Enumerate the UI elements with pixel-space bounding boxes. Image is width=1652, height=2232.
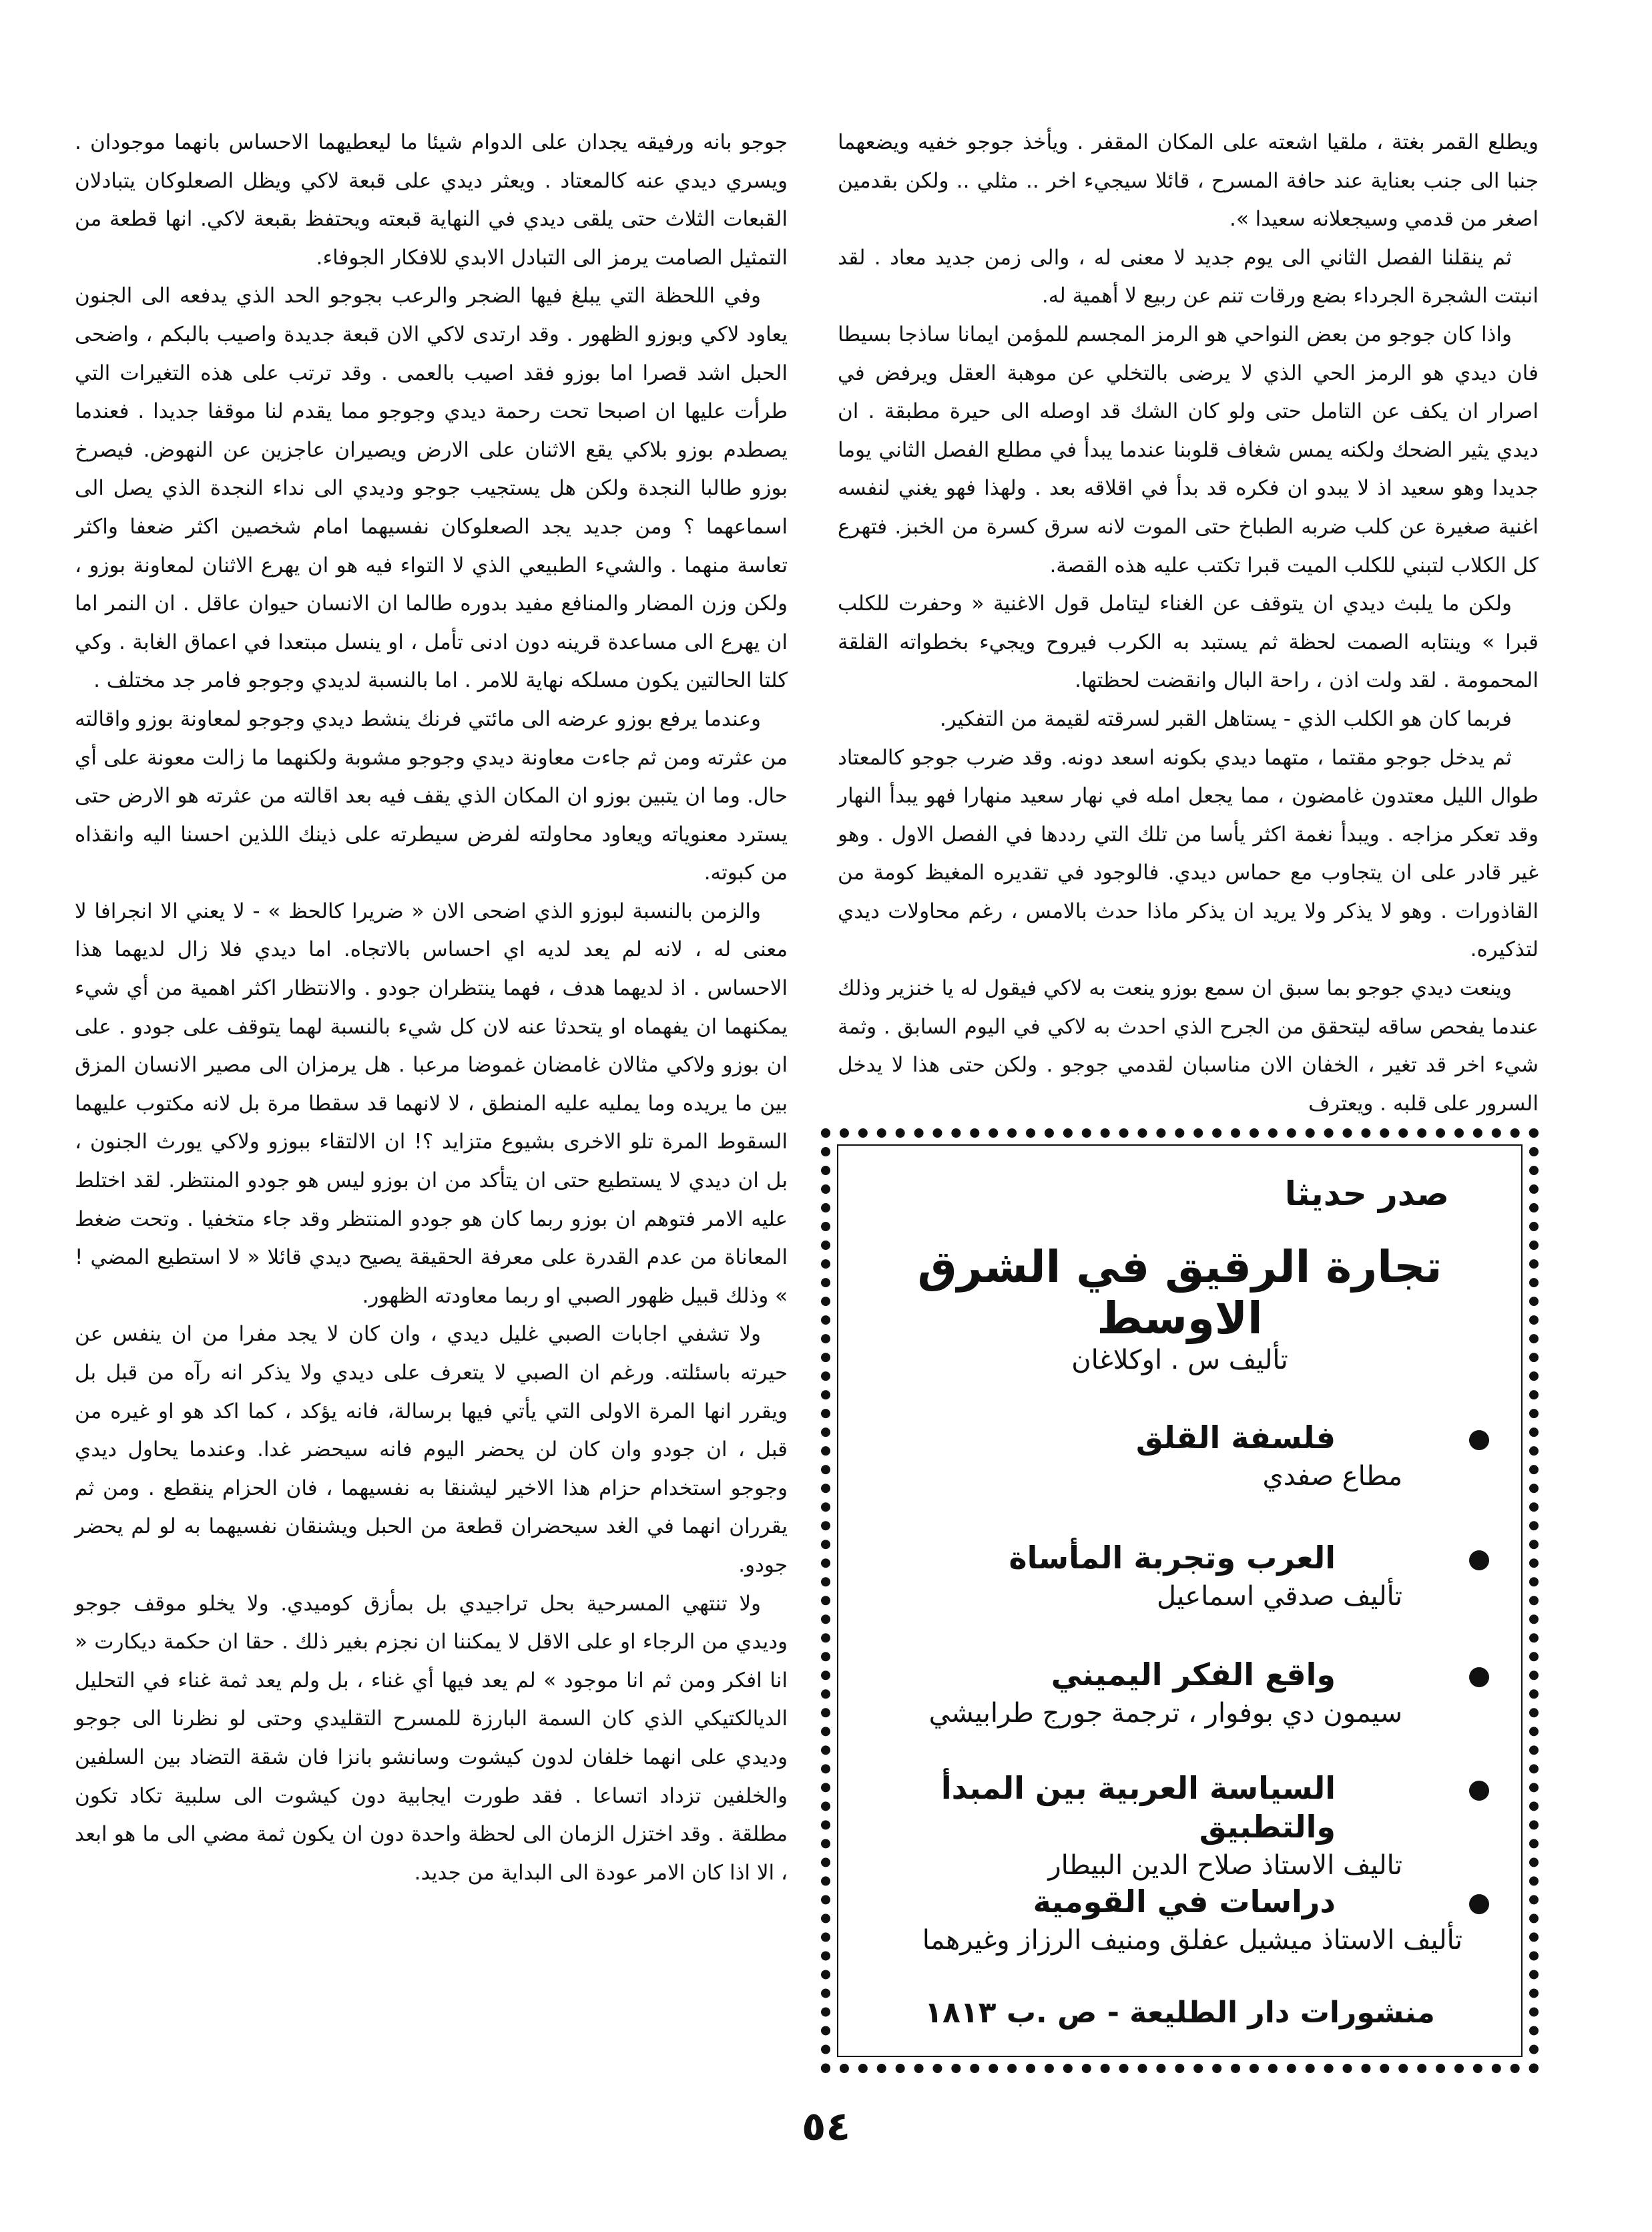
book-title: العرب وتجربة المأساة — [1009, 1540, 1336, 1576]
book-title: دراسات في القومية — [1033, 1883, 1336, 1920]
book-entry — [870, 1769, 1489, 1885]
featured-book-title: تجارة الرقيق في الشرق الاوسط — [917, 1241, 1442, 1344]
book-author: سيمون دي بوفوار ، ترجمة جورج طرابيشي — [928, 1698, 1402, 1729]
book-author: تأليف الاستاذ ميشيل عفلق ومنيف الرزاز وغيرهما — [922, 1925, 1462, 1956]
recently-published-label: صدر حديثا — [1284, 1174, 1449, 1213]
article-column-right — [838, 124, 1539, 1123]
paragraph: فربما كان هو الكلب الذي - يستاهل القبر لسرقته لقيمة من التفكير. — [939, 706, 1512, 731]
book-title: السياسة العربية بين المبدأ والتطبيق — [940, 1770, 1336, 1845]
paragraph: واذا كان جوجو من بعض النواحي هو الرمز المجسم للمؤمن ايمانا ساذجا بسيطا فان ديدي هو الرمز الحي الذي لا يرضى بالتخلي عن موهبة العقل ويرفض في اصرار ان يكف عن التامل حتى ولو كان الشك قد اوصله الى حيرة مطبقة . ان ديدي يثير الضحك ولكنه يمس شغاف قلوبنا عندما يبدأ في مطلع الفصل الثاني يوما جديدا وهو سعيد اذ لا يبدو ان فكره قد بدأ في اقلاقه بعد . ولهذا فهو يغني لنفسه اغنية صغيرة عن كلب ضربه الطباخ حتى الموت لانه سرق كسرة من الخبز. فتهرع كل الكلاب لتبني للكلب الميت قبرا تكتب عليه هذه القصة. — [838, 322, 1539, 578]
article-column-left — [75, 124, 788, 1892]
book-entry — [870, 1882, 1489, 1960]
bullet-icon — [1469, 1781, 1489, 1801]
paragraph: وينعت ديدي جوجو بما سبق ان سمع بوزو ينعت به لاكي فيقول له يا خنزير وذلك عندما يفحص ساقه ليتحقق من الجرح الذي احدث به لاكي في اليوم السابق . وثمة شيء اخر قد تغير ، الخفان الان مناسبان لقدمي جوجو . ولكن حتى هذا لا يدخل السرور على قلبه . ويعترف — [838, 976, 1539, 1116]
bullet-icon — [1469, 1894, 1489, 1914]
bullet-icon — [1469, 1430, 1489, 1450]
publisher-advertisement — [821, 1128, 1539, 2073]
paragraph: ولا تنتهي المسرحية بحل تراجيدي بل بمأزق كوميدي. ولا يخلو موقف جوجو وديدي من الرجاء او على الاقل لا يمكننا ان نجزم بغير ذلك . حقا ان حكمة ديكارت « انا افكر ومن ثم انا موجود » لم يعد فيها أي غناء ، بل ولم يعد ثمة غناء في التحليل الديالكتيكي الذي كان السمة البارزة للمسرح التقليدي وحتى لو نظرنا الى جوجو وديدي على انهما خلفان لدون كيشوت وسانشو بانزا فان شقة التضاد بين السلفين والخلفين تزداد اتساعا . فقد طورت ايجابية دون كيشوت الى سلبية تكاد تكون مطلقة . وقد اختزل الزمان الى لحظة واحدة دون ان يكون ثمة مضي الى ما هو ابعد ، الا اذا كان الامر عودة الى البداية من جديد. — [75, 1591, 788, 1885]
paragraph: ولا تشفي اجابات الصبي غليل ديدي ، وان كان لا يجد مفرا من ان ينفس عن حيرته باسئلته. ورغم ان الصبي لا يتعرف على ديدي ولا يذكر انه رآه من قبل بل ويقرر انها المرة الاولى التي يأتي فيها برسالة، فانه يؤكد ، كما اكد هو او غيره من قبل ، ان جودو وان كان لن يحضر اليوم فانه سيحضر غدا. وعندما يحاول ديدي وجوجو استخدام حزام هذا الاخير ليشنقا به نفسيهما ، فان الحزام ينقطع . ومن ثم يقرران انهما في الغد سيحضران قطعة من الحبل ويشنقان نفسيهما به لو لم يحضر جودو. — [75, 1322, 788, 1577]
page-number: ٥٤ — [801, 2103, 851, 2150]
paragraph: وعندما يرفع بوزو عرضه الى مائتي فرنك ينشط ديدي وجوجو لمعاونة بوزو واقالته من عثرته ومن ثم جاءت معاونة ديدي وجوجو مشوبة ولكنهما ما زالت معونة على أي حال. وما ان يتبين بوزو ان المكان الذي يقف فيه بعد اقالته من عثرته هو الارض حتى يسترد معنوياته ويعاود محاولته لفرض سيطرته على ذينك اللذين احسنا اليه وانقذاه من كبوته. — [75, 706, 788, 885]
paragraph: جوجو بانه ورفيقه يجدان على الدوام شيئا ما ليعطيهما الاحساس بانهما موجودان . ويسري ديدي عنه كالمعتاد . ويعثر ديدي على قبعة لاكي ويظل الصعلوكان يتبادلان القبعات الثلاث حتى يلقى ديدي في النهاية قبعته ويحتفظ بقبعة لاكي. انها قطعة من التمثيل الصامت يرمز الى التبادل الابدي للافكار الجوفاء. — [75, 130, 788, 270]
paragraph: والزمن بالنسبة لبوزو الذي اضحى الان « ضريرا كالحظ » - لا يعني الا انجرافا لا معنى له ، لانه لم يعد لديه اي احساس بالاتجاه. اما ديدي فلا زال لديهما هذا الاحساس . اذ لديهما هدف ، فهما ينتظران جودو . والانتظار اكثر اهمية من أي شيء يمكنهما ان يفهماه او يتحدثا عنه لان كل شيء بالنسبة لهما يتوقف على جودو . على ان بوزو ولاكي مثالان غامضان غموضا مرعبا . هل يرمزان الى مصير الانسان المزق بين ما يريده وما يمليه عليه المنطق ، لا لانهما قد سقطا مرة بل لانه مكتوب عليهما السقوط المرة تلو الاخرى بشيوع متزايد ؟! ان الالتقاء ببوزو ولاكي يورث الجنون ، بل ان ديدي لا يستطيع حتى ان يتأكد من ان بوزو ليس هو جودو المنتظر. لقد اختلط عليه الامر فتوهم ان بوزو ربما كان هو جودو المنتظر وقد جاء متخفيا . وتحت ضغط المعاناة من عدم القدرة على معرفة الحقيقة يصيح ديدي قائلا « لا استطيع المضي ! » وذلك قبيل ظهور الصبي او ربما معاودته الظهور. — [75, 899, 788, 1308]
book-title: واقع الفكر اليميني — [1051, 1656, 1336, 1693]
bullet-icon — [1469, 1667, 1489, 1687]
book-entry — [870, 1538, 1489, 1616]
paragraph: ويطلع القمر بغتة ، ملقيا اشعته على المكان المقفر . ويأخذ جوجو خفيه ويضعهما جنبا الى جنب بعناية عند حافة المسرح ، قائلا سيجيء اخر .. مثلي .. ولكن بقدمين اصغر من قدمي وسيجعلانه سعيدا ». — [838, 130, 1539, 232]
paragraph: ولكن ما يلبث ديدي ان يتوقف عن الغناء ليتامل قول الاغنية « وحفرت للكلب قبرا » وينتابه الصمت لحظة ثم يستبد به الكرب فيروح ويجيء بخطواته القلقة المحمومة . لقد ولت اذن ، راحة البال وانقضت لحظتها. — [838, 592, 1539, 693]
paragraph: ثم يدخل جوجو مقتما ، متهما ديدي بكونه اسعد دونه. وقد ضرب جوجو كالمعتاد طوال الليل معتدون غامضون ، مما يجعل امله في نهار سعيد منهارا فهو يبدأ النهار وقد تعكر مزاجه . ويبدأ نغمة اكثر يأسا من تلك التي رددها في الفصل الاول . وهو غير قادر على ان يتجاوب مع حماس ديدي. فالوجود في تقديره المغيظ كومة من القاذورات . وهو لا يذكر ولا يريد ان يذكر ماذا حدث بالامس ، رغم محاولات ديدي لتذكيره. — [838, 745, 1539, 962]
bullet-icon — [1469, 1550, 1489, 1570]
book-title: فلسفة القلق — [1135, 1419, 1336, 1456]
book-author: تأليف صدقي اسماعيل — [1156, 1581, 1402, 1612]
book-entry — [870, 1418, 1489, 1496]
featured-book-author: تأليف س . اوكلاغان — [1071, 1345, 1288, 1375]
book-author: مطاع صفدي — [1262, 1461, 1402, 1492]
book-author: تاليف الاستاذ صلاح الدين البيطار — [1048, 1850, 1402, 1881]
paragraph: ثم ينقلنا الفصل الثاني الى يوم جديد لا معنى له ، والى زمن جديد معاد . لقد انبتت الشجرة الجرداء بضع ورقات تنم عن ربيع لا أهمية له. — [838, 245, 1539, 308]
paragraph: وفي اللحظة التي يبلغ فيها الضجر والرعب بجوجو الحد الذي يدفعه الى الجنون يعاود لاكي وبوزو الظهور . وقد ارتدى لاكي الان قبعة جديدة واصيب بالبكم ، واضحى الحبل اشد قصرا اما بوزو فقد اصيب بالعمى . وقد ترتب على هذه التغيرات التي طرأت عليها ان اصبحا تحت رحمة ديدي وجوجو مما يقدم لنا موقفا جديدا . فعندما يصطدم بوزو بلاكي يقع الاثنان على الارض ويصيران عاجزين عن النهوض. فيصرخ بوزو طالبا النجدة ولكن هل يستجيب جوجو وديدي الى نداء النجدة الذي يصل الى اسماعهما ؟ ومن جديد يجد الصعلوكان نفسيهما امام شخصين اكثر ضعفا واكثر تعاسة منهما . والشيء الطبيعي الذي لا التواء فيه هو ان يهرع الاثنان لمعاونة بوزو ، ولكن وزن المضار والمنافع مفيد بدوره طالما ان الانسان حيوان عاقل . ان النمر اما ان يهرع الى مساعدة قرينه دون ادنى تأمل ، او ينسل مبتعدا في اعماق الغابة . وكي كلتا الحالتين يكون مسلكه نهاية للامر . اما بالنسبة لديدي وجوجو فامر جد مختلف . — [75, 284, 788, 693]
book-entry — [870, 1655, 1489, 1733]
publisher-line: منشورات دار الطليعة - ص .ب ١٨١٣ — [924, 1996, 1435, 2030]
